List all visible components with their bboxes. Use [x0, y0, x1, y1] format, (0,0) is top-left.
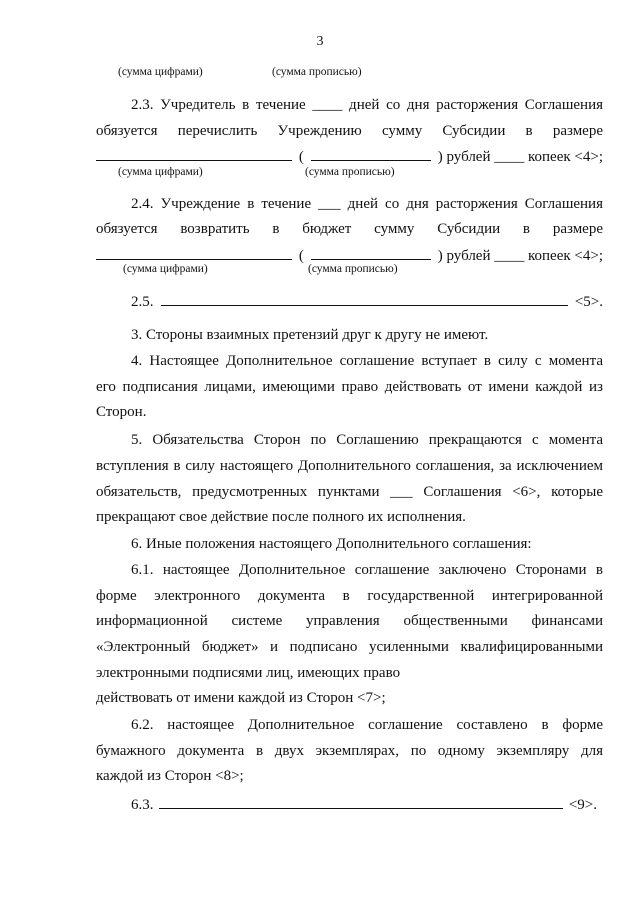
blank-p6-3[interactable] [159, 795, 563, 809]
p2-3-rest: ) рублей ____ копеек <4>; [437, 149, 603, 165]
p6-1-line3: информационной системе управления общественными финансами [96, 613, 603, 629]
p5-line2: вступления в силу настоящего Дополнительного соглашения, за исключением [96, 458, 603, 474]
p6-1-line5: электронными подписями лиц, имеющих право [96, 665, 401, 681]
p2-5-number: 2.5. [131, 294, 154, 310]
blank-sum-digits[interactable] [96, 246, 292, 260]
p6-1-line6: действовать от имени каждой из Сторон <7>; [96, 690, 386, 706]
p2-3-caption-digits: (сумма цифрами) [118, 166, 203, 178]
p5-line3: обязательств, предусмотренных пунктами ___ Соглашения <6>, которые [96, 484, 603, 500]
p6-1-line4: «Электронный бюджет» и подписано усиленными квалифицированными [96, 639, 603, 655]
p4-line1: 4. Настоящее Дополнительное соглашение вступает в силу с момента [131, 353, 603, 369]
p2-3-caption-words: (сумма прописью) [305, 166, 395, 178]
caption-sum-words: (сумма прописью) [272, 66, 362, 78]
blank-sum-digits[interactable] [96, 147, 292, 161]
p2-4-line2: обязуется возвратить в бюджет сумму Субсидии в размере [96, 221, 603, 237]
p2-4-rest: ) рублей ____ копеек <4>; [437, 248, 603, 264]
p3-line: 3. Стороны взаимных претензий друг к другу не имеют. [131, 327, 489, 343]
page-number: 3 [316, 34, 324, 49]
p4-line2: его подписания лицами, имеющими право действовать от имени каждой из [96, 379, 603, 395]
p2-5-line [131, 292, 603, 311]
p2-4-line1: 2.4. Учреждение в течение ___ дней со дня расторжения Соглашения [131, 196, 603, 212]
p2-3-open-paren: ( [298, 149, 304, 165]
p6-2-line3: каждой из Сторон <8>; [96, 768, 244, 784]
p2-4-caption-words: (сумма прописью) [308, 263, 398, 275]
p6-3-number: 6.3. [131, 797, 154, 813]
p5-line1: 5. Обязательства Сторон по Соглашению прекращаются с момента [131, 432, 603, 448]
p2-5-tail: <5>. [574, 294, 603, 310]
p6-1-line2: форме электронного документа в государственной интегрированной [96, 588, 603, 604]
p6-line: 6. Иные положения настоящего Дополнительного соглашения: [131, 536, 532, 552]
p2-4-caption-digits: (сумма цифрами) [123, 263, 208, 275]
p5-line4: прекращают свое действие после полного их исполнения. [96, 509, 466, 525]
blank-sum-words[interactable] [311, 246, 431, 260]
p6-1-line1: 6.1. настоящее Дополнительное соглашение заключено Сторонами в [131, 562, 603, 578]
blank-sum-words[interactable] [311, 147, 431, 161]
p2-3-amount-line [96, 147, 603, 166]
p6-2-line1: 6.2. настоящее Дополнительное соглашение составлено в форме [131, 717, 603, 733]
p2-3-line1: 2.3. Учредитель в течение ____ дней со дня расторжения Соглашения [131, 97, 603, 113]
p4-line3: Сторон. [96, 404, 147, 420]
p6-2-line2: бумажного документа в двух экземплярах, по одному экземпляру для [96, 743, 603, 759]
p2-3-line2: обязуется перечислить Учреждению сумму Субсидии в размере [96, 123, 603, 139]
p6-3-tail: <9>. [568, 797, 597, 813]
p6-3-line [131, 795, 597, 814]
p2-4-open-paren: ( [298, 248, 304, 264]
caption-sum-digits: (сумма цифрами) [118, 66, 203, 78]
blank-p2-5[interactable] [161, 292, 568, 306]
